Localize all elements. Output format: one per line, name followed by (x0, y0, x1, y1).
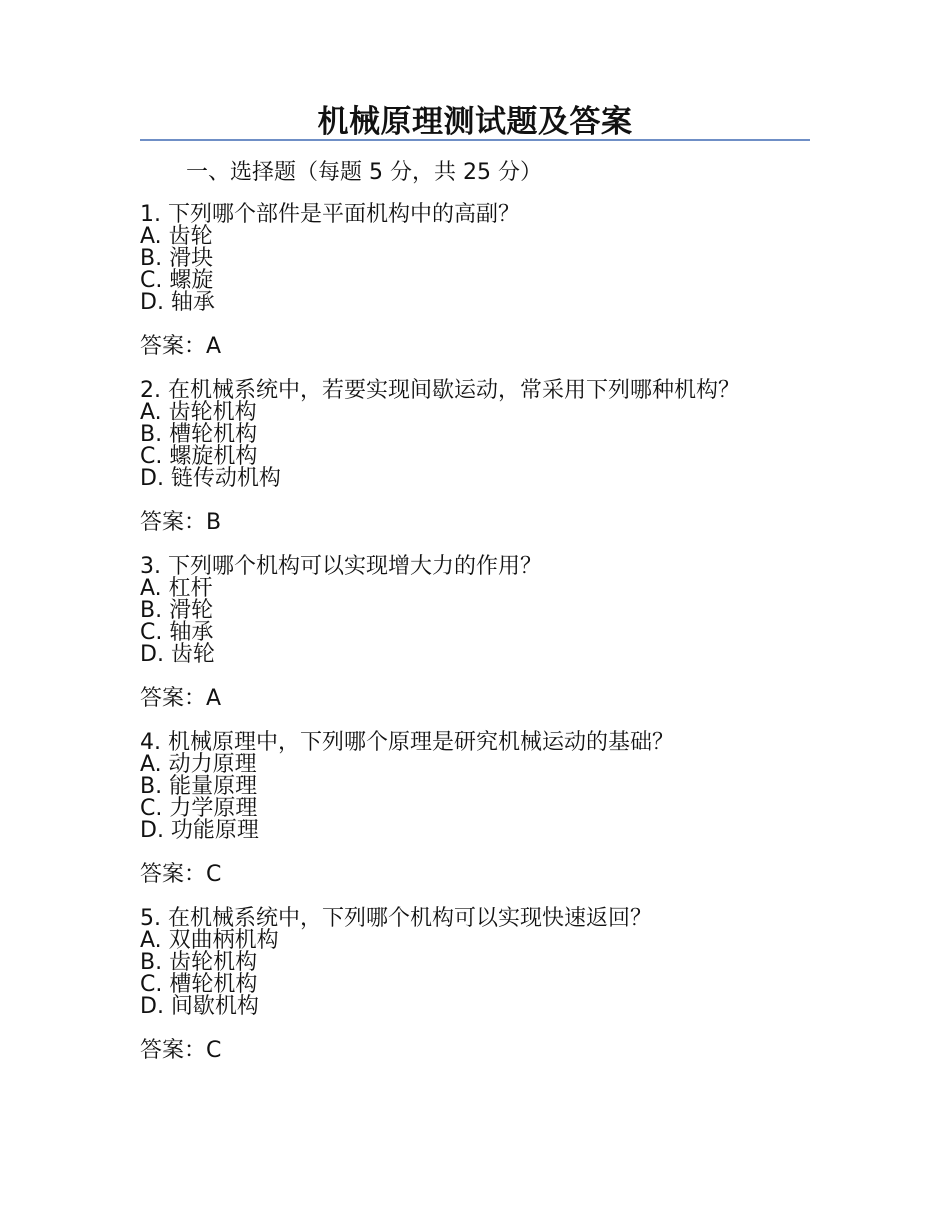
option-list (140, 578, 780, 666)
answer-label: 答案： (140, 334, 207, 359)
answer-label: 答案： (140, 510, 207, 535)
option-c: C. 力学原理 (140, 796, 258, 821)
option-d: D. 功能原理 (140, 818, 259, 843)
option-a: A. 动力原理 (140, 752, 257, 777)
answer-label: 答案： (140, 862, 207, 887)
question-text: 1. 下列哪个部件是平面机构中的高副？ (140, 202, 520, 227)
option-list (140, 402, 780, 490)
question-text: 5. 在机械系统中，下列哪个机构可以实现快速返回？ (140, 906, 652, 931)
answer-label: 答案： (140, 1038, 207, 1063)
question-text: 4. 机械原理中，下列哪个原理是研究机械运动的基础？ (140, 730, 674, 755)
answer-label: 答案： (140, 686, 207, 711)
option-a: A. 杠杆 (140, 576, 213, 601)
option-list (140, 226, 780, 314)
option-c: C. 螺旋 (140, 268, 214, 293)
answer-value: A (206, 686, 222, 711)
question-3 (140, 556, 780, 710)
question-2 (140, 380, 780, 534)
answer-value: A (206, 334, 222, 359)
option-b: B. 能量原理 (140, 774, 258, 799)
option-a: A. 双曲柄机构 (140, 928, 279, 953)
option-c: C. 螺旋机构 (140, 444, 258, 469)
option-list (140, 754, 780, 842)
question-4 (140, 732, 780, 886)
answer-line (140, 688, 780, 710)
option-b: B. 槽轮机构 (140, 422, 258, 447)
option-b: B. 齿轮机构 (140, 950, 258, 975)
title-underline (140, 139, 810, 141)
answer-value: C (206, 1038, 222, 1063)
option-b: B. 滑块 (140, 246, 214, 271)
option-c: C. 轴承 (140, 620, 214, 645)
option-d: D. 轴承 (140, 290, 215, 315)
section-heading: 一、选择题（每题 5 分，共 25 分） (186, 160, 542, 185)
question-5 (140, 908, 780, 1062)
question-1 (140, 204, 780, 358)
answer-line (140, 336, 780, 358)
answer-value: B (206, 510, 222, 535)
answer-line (140, 512, 780, 534)
option-d: D. 齿轮 (140, 642, 215, 667)
option-b: B. 滑轮 (140, 598, 214, 623)
question-text: 2. 在机械系统中，若要实现间歇运动，常采用下列哪种机构？ (140, 378, 740, 403)
document-title: 机械原理测试题及答案 (317, 104, 633, 140)
answer-line (140, 1040, 780, 1062)
option-d: D. 链传动机构 (140, 466, 281, 491)
option-list (140, 930, 780, 1018)
option-d: D. 间歇机构 (140, 994, 259, 1019)
option-a: A. 齿轮机构 (140, 400, 257, 425)
answer-value: C (206, 862, 222, 887)
question-text: 3. 下列哪个机构可以实现增大力的作用？ (140, 554, 542, 579)
answer-line (140, 864, 780, 886)
option-c: C. 槽轮机构 (140, 972, 258, 997)
question-list (140, 204, 780, 1084)
option-a: A. 齿轮 (140, 224, 213, 249)
